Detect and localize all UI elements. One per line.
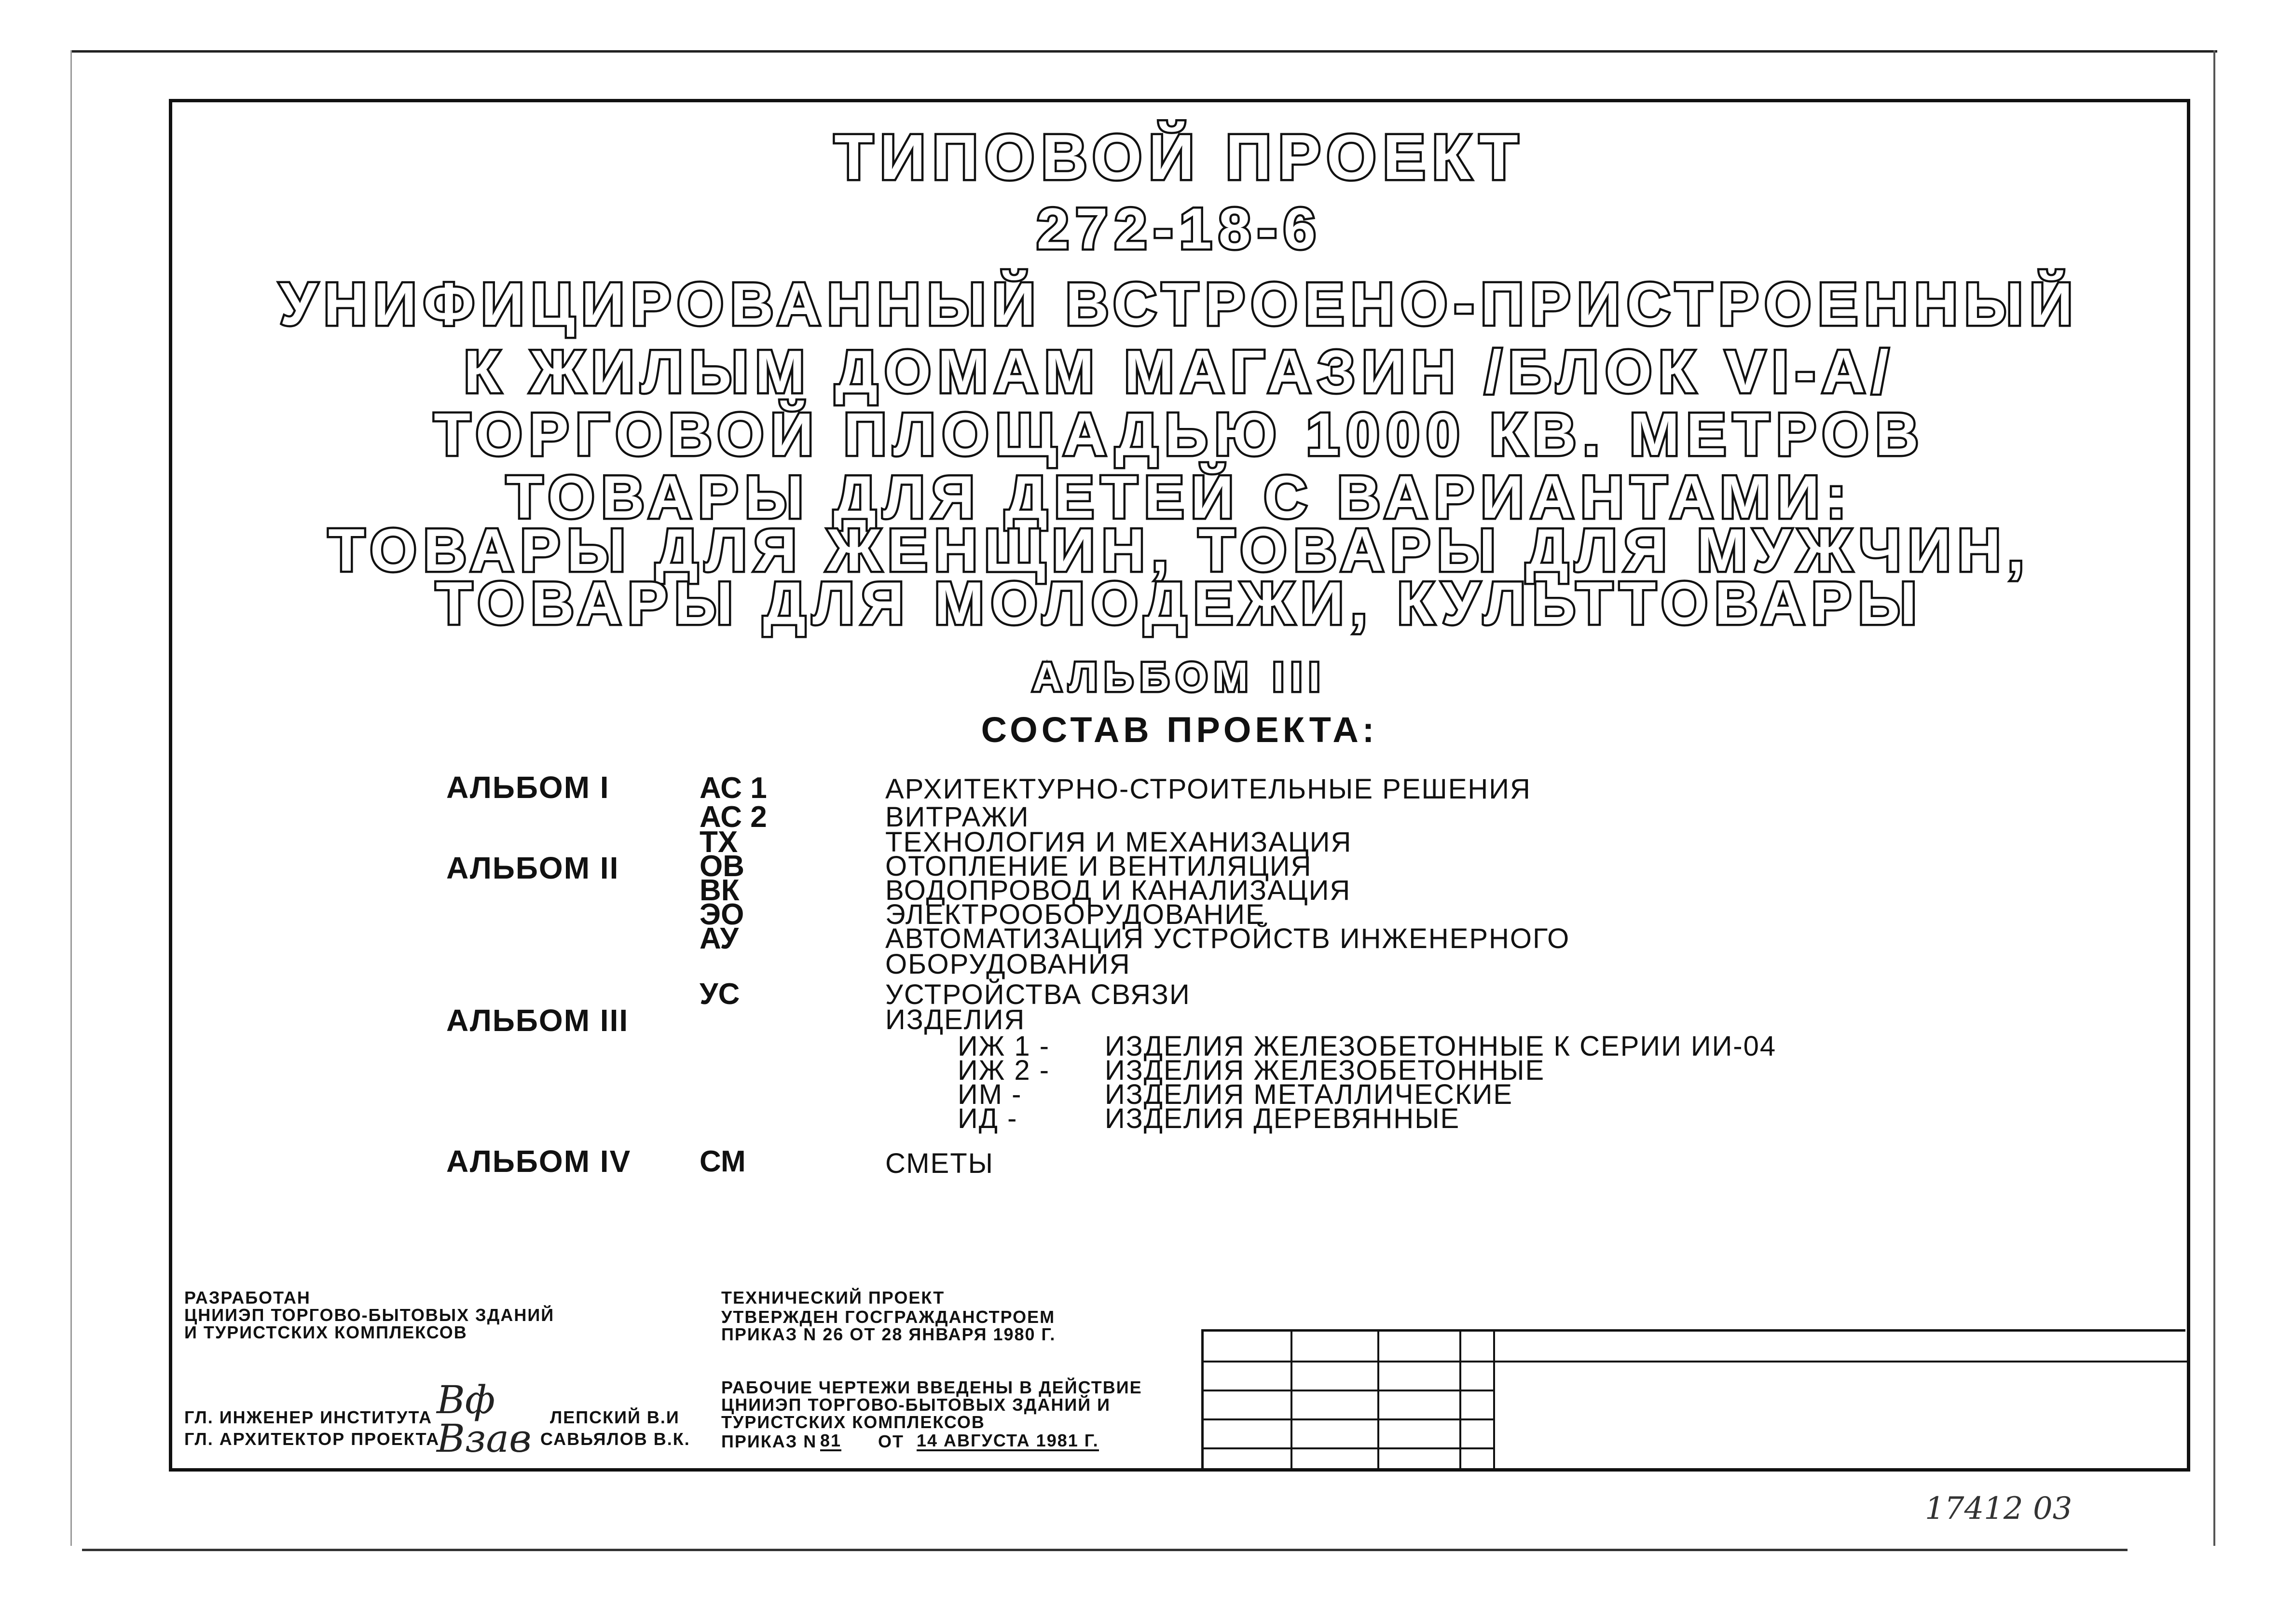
outer-frame-top xyxy=(70,50,2217,53)
developer-label: РАЗРАБОТАН xyxy=(184,1288,311,1307)
composition-desc: АВТОМАТИЗАЦИЯ УСТРОЙСТВ ИНЖЕНЕРНОГО xyxy=(885,923,1570,954)
composition-code: ОВ xyxy=(700,850,744,883)
sub-item-code: ИЖ 2 - xyxy=(958,1055,1050,1086)
composition-album: АЛЬБОМ III xyxy=(446,1003,629,1038)
composition-album: АЛЬБОМ I xyxy=(446,770,610,805)
composition-album: АЛЬБОМ IV xyxy=(446,1144,632,1179)
chief-engineer-name: ЛЕПСКИЙ В.И xyxy=(550,1407,680,1427)
outer-frame-bottom xyxy=(82,1549,2128,1551)
outer-frame-left xyxy=(70,50,72,1546)
order-date: 14 АВГУСТА 1981 Г. xyxy=(917,1431,1099,1450)
description-line-6: ТОВАРЫ ДЛЯ МОЛОДЕЖИ, КУЛЬТТОВАРЫ xyxy=(436,570,1923,637)
description-line-2: К ЖИЛЫМ ДОМАМ МАГАЗИН /БЛОК VI-A/ xyxy=(464,339,1895,405)
composition-code: ВК xyxy=(700,874,740,907)
chief-architect-name: САВЬЯЛОВ В.К. xyxy=(540,1429,690,1449)
tech-project-order: ПРИКАЗ N 26 ОТ 28 ЯНВАРЯ 1980 Г. xyxy=(721,1324,1056,1344)
sub-item-desc: ИЗДЕЛИЯ ЖЕЛЕЗОБЕТОННЫЕ К СЕРИИ ИИ-04 xyxy=(1105,1031,1777,1062)
description-line-1: УНИФИЦИРОВАННЫЙ ВСТРОЕНО-ПРИСТРОЕННЫЙ xyxy=(279,271,2080,338)
composition-code: ЭО xyxy=(700,898,744,931)
sub-item-code: ИМ - xyxy=(958,1079,1022,1110)
grid-row-line xyxy=(1204,1447,1493,1449)
composition-desc: ОТОПЛЕНИЕ И ВЕНТИЛЯЦИЯ xyxy=(885,851,1312,882)
chief-architect-role: ГЛ. АРХИТЕКТОР ПРОЕКТА xyxy=(184,1429,440,1449)
archive-number: 17412 03 xyxy=(1925,1491,2073,1527)
developer-org-2: И ТУРИСТСКИХ КОМПЛЕКСОВ xyxy=(184,1322,467,1342)
chief-engineer-signature: Вф xyxy=(437,1377,495,1422)
description-line-4: ТОВАРЫ ДЛЯ ДЕТЕЙ С ВАРИАНТАМИ: xyxy=(506,464,1853,531)
tech-project-approved: УТВЕРЖДЕН ГОСГРАЖДАНСТРОЕМ xyxy=(721,1307,1056,1327)
grid-row-line xyxy=(1493,1361,2188,1363)
developer-org: ЦНИИЭП ТОРГОВО-БЫТОВЫХ ЗДАНИЙ xyxy=(184,1305,555,1325)
sub-item-code: ИД - xyxy=(958,1103,1018,1134)
title-block-grid xyxy=(1201,1329,2185,1469)
composition-desc: ЭЛЕКТРООБОРУДОВАНИЕ xyxy=(885,899,1265,930)
description-line-3: ТОРГОВОЙ ПЛОЩАДЬЮ 1000 КВ. МЕТРОВ xyxy=(434,401,1925,468)
grid-col-line xyxy=(1291,1332,1292,1472)
grid-col-line xyxy=(1493,1332,1495,1472)
sub-item-desc: ИЗДЕЛИЯ ДЕРЕВЯННЫЕ xyxy=(1105,1103,1460,1134)
composition-code: АС 1 xyxy=(700,771,767,805)
composition-code: АС 2 xyxy=(700,800,767,834)
chief-engineer-role: ГЛ. ИНЖЕНЕР ИНСТИТУТА xyxy=(184,1407,433,1427)
composition-desc: СМЕТЫ xyxy=(885,1148,994,1179)
tech-project-label: ТЕХНИЧЕСКИЙ ПРОЕКТ xyxy=(721,1288,945,1307)
composition-album: АЛЬБОМ II xyxy=(446,851,619,885)
order-date-label: ОТ xyxy=(878,1431,904,1451)
grid-row-line xyxy=(1204,1418,1493,1420)
order-label: ПРИКАЗ N xyxy=(721,1431,817,1451)
outer-frame-right xyxy=(2213,50,2215,1546)
sub-item-desc: ИЗДЕЛИЯ МЕТАЛЛИЧЕСКИЕ xyxy=(1105,1079,1513,1110)
working-drawings-enacted: РАБОЧИЕ ЧЕРТЕЖИ ВВЕДЕНЫ В ДЕЙСТВИЕ xyxy=(721,1377,1142,1397)
document-title: ТИПОВОЙ ПРОЕКТ xyxy=(834,122,1525,193)
sub-item-desc: ИЗДЕЛИЯ ЖЕЛЕЗОБЕТОННЫЕ xyxy=(1105,1055,1545,1086)
composition-desc: УСТРОЙСТВА СВЯЗИ xyxy=(885,979,1191,1010)
description-line-5: ТОВАРЫ ДЛЯ ЖЕНЩИН, ТОВАРЫ ДЛЯ МУЖЧИН, xyxy=(328,517,2031,584)
grid-row-line xyxy=(1204,1390,1493,1391)
composition-desc: ТЕХНОЛОГИЯ И МЕХАНИЗАЦИЯ xyxy=(885,826,1352,858)
composition-desc: ВОДОПРОВОД И КАНАЛИЗАЦИЯ xyxy=(885,875,1351,906)
composition-title: СОСТАВ ПРОЕКТА: xyxy=(981,710,1378,750)
composition-code: АУ xyxy=(700,922,739,955)
composition-desc: ОБОРУДОВАНИЯ xyxy=(885,949,1131,980)
composition-code: СМ xyxy=(700,1145,746,1178)
composition-code: ТХ xyxy=(700,826,738,859)
composition-desc: ИЗДЕЛИЯ xyxy=(885,1004,1026,1035)
grid-row-line xyxy=(1204,1361,1493,1363)
working-drawings-org-2: ТУРИСТСКИХ КОМПЛЕКСОВ xyxy=(721,1412,985,1432)
project-number: 272-18-6 xyxy=(1036,196,1323,261)
composition-code: УС xyxy=(700,977,740,1011)
album-title: АЛЬБОМ III xyxy=(1032,654,1327,700)
composition-desc: ВИТРАЖИ xyxy=(885,801,1030,833)
composition-desc: АРХИТЕКТУРНО-СТРОИТЕЛЬНЫЕ РЕШЕНИЯ xyxy=(885,773,1531,805)
chief-architect-signature: Взав xyxy=(437,1416,532,1461)
order-number: 81 xyxy=(820,1431,842,1450)
grid-col-line xyxy=(1377,1332,1379,1472)
sub-item-code: ИЖ 1 - xyxy=(958,1031,1050,1062)
working-drawings-org: ЦНИИЭП ТОРГОВО-БЫТОВЫХ ЗДАНИЙ И xyxy=(721,1395,1111,1415)
grid-col-line xyxy=(1459,1332,1461,1472)
